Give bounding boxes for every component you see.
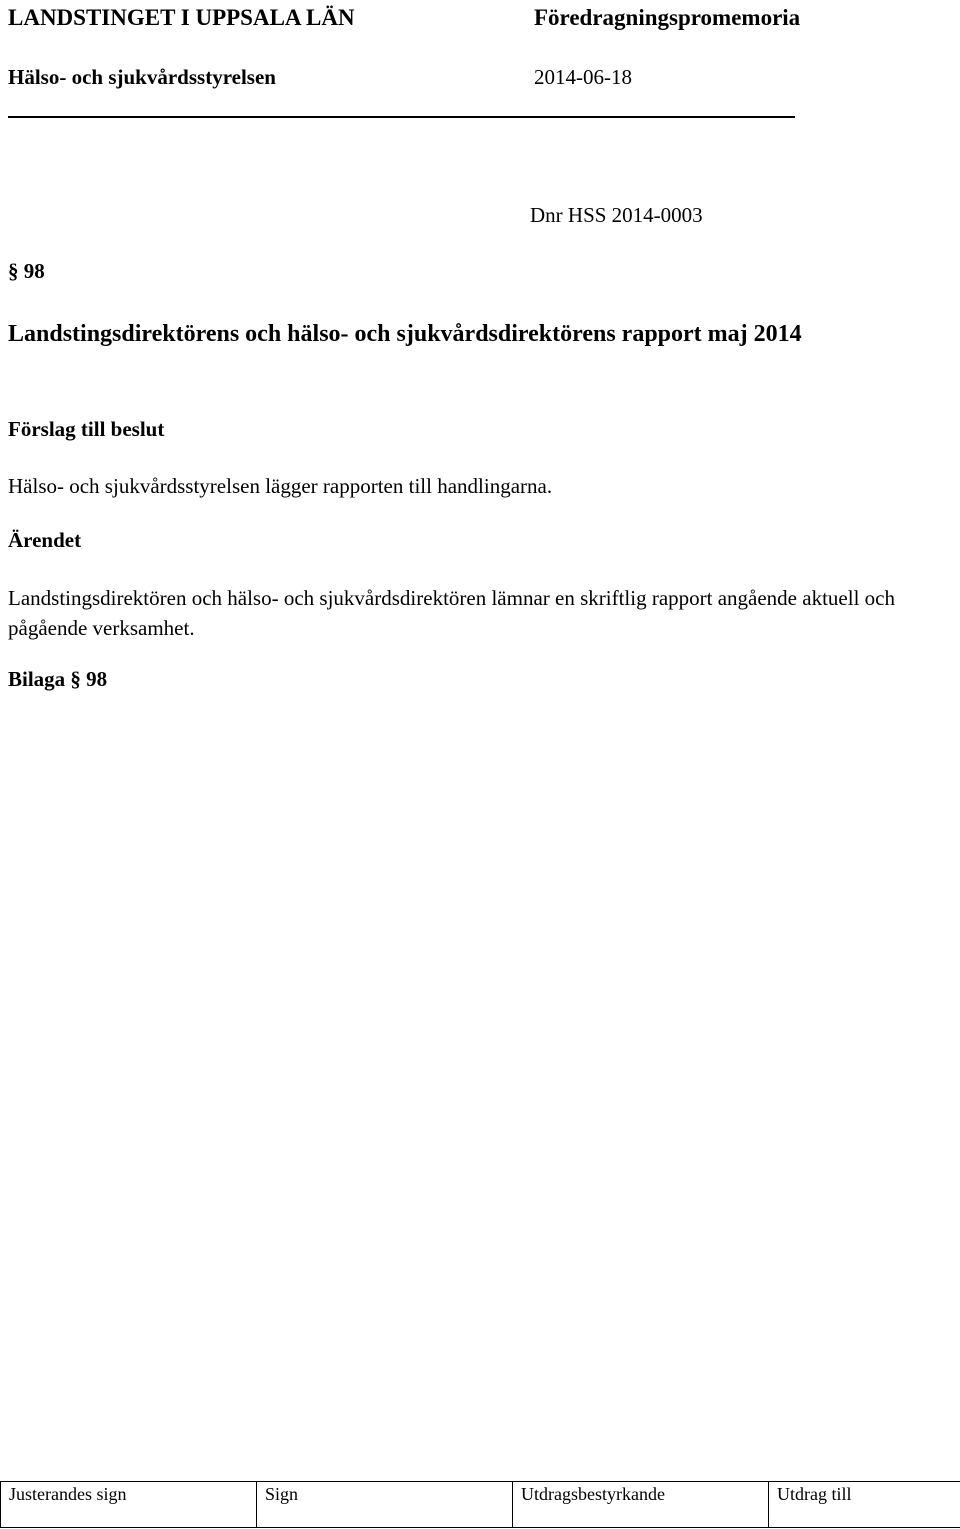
document-type: Föredragningspromemoria	[534, 5, 801, 30]
signature-cell-sign: Sign	[257, 1482, 513, 1528]
signature-row	[1, 1482, 960, 1528]
matter-heading: Ärendet	[8, 528, 82, 552]
document-title: Landstingsdirektörens och hälso- och sjukvårdsdirektörens rapport maj 2014	[8, 321, 802, 347]
attachment-reference: Bilaga § 98	[8, 667, 108, 691]
board-name: Hälso- och sjukvårdsstyrelsen	[8, 65, 276, 89]
signature-cell-adjuster: Justerandes sign	[1, 1482, 257, 1528]
header-divider	[8, 116, 795, 118]
signature-cell-certification: Utdragsbestyrkande	[513, 1482, 769, 1528]
reference-number: Dnr HSS 2014-0003	[530, 203, 703, 227]
section-number: § 98	[8, 259, 45, 283]
signature-cell-extract-to: Utdrag till	[769, 1482, 960, 1528]
proposal-text: Hälso- och sjukvårdsstyrelsen lägger rapporten till handlingarna.	[8, 474, 553, 498]
document-date: 2014-06-18	[534, 65, 632, 89]
signature-table	[0, 1481, 960, 1528]
matter-text: Landstingsdirektören och hälso- och sjukvårdsdirektören lämnar en skriftlig rapport angående aktuell och pågående verksamhet.	[8, 586, 895, 640]
proposal-heading: Förslag till beslut	[8, 417, 165, 441]
organization-name: LANDSTINGET I UPPSALA LÄN	[8, 5, 355, 30]
